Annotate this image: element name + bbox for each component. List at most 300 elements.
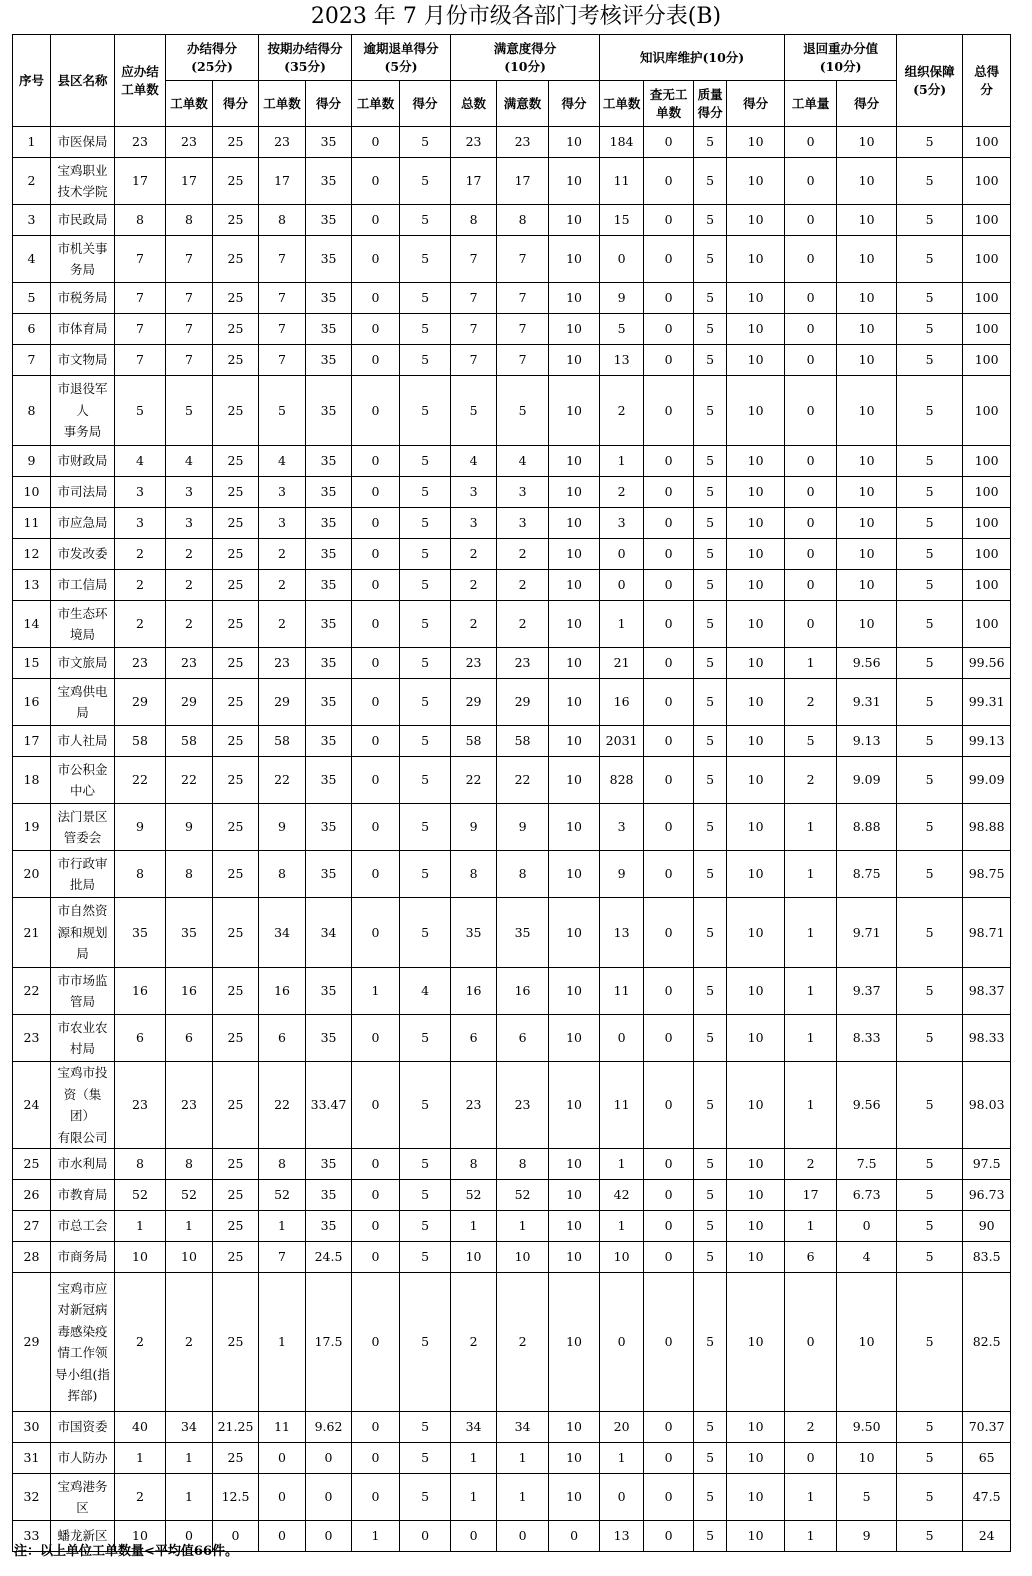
cell-name	[51, 601, 115, 648]
cell-kb-noresult: 0	[644, 283, 694, 314]
cell-sat-total: 23	[451, 127, 497, 158]
cell-overdue-score: 5	[400, 570, 451, 601]
cell-kb-score: 10	[727, 158, 785, 205]
cell-ontime-count: 7	[259, 314, 306, 345]
cell-completed-count: 17	[166, 158, 213, 205]
cell-total-score: 100	[963, 345, 1011, 376]
cell-kb-score: 10	[727, 314, 785, 345]
cell-completed-count: 16	[166, 968, 213, 1015]
cell-ontime-score: 0	[306, 1474, 352, 1521]
cell-ontime-count: 17	[259, 158, 306, 205]
cell-sat-total: 7	[451, 236, 497, 283]
cell-org-score: 5	[897, 477, 963, 508]
cell-kb-noresult: 0	[644, 1443, 694, 1474]
cell-name-line: 人	[76, 402, 89, 418]
table-row	[13, 539, 1011, 570]
cell-name	[51, 127, 115, 158]
cell-name-line: 法门景区	[57, 808, 108, 824]
cell-redo-score: 10	[837, 1273, 897, 1412]
cell-redo-score: 10	[837, 158, 897, 205]
cell-kb-quality: 5	[694, 1180, 727, 1211]
cell-overdue-score: 5	[400, 1443, 451, 1474]
cell-total-score: 99.13	[963, 726, 1011, 757]
cell-due: 17	[115, 158, 166, 205]
cell-sat-score: 10	[549, 1443, 600, 1474]
cell-name-line: 市发改委	[57, 546, 108, 562]
cell-redo-count: 0	[785, 539, 837, 570]
cell-kb-count: 1	[600, 446, 644, 477]
cell-sat-total: 3	[451, 508, 497, 539]
cell-index: 9	[13, 446, 51, 477]
cell-kb-count: 3	[600, 804, 644, 851]
cell-kb-count: 0	[600, 539, 644, 570]
cell-completed-score: 25	[213, 314, 259, 345]
cell-kb-score: 10	[727, 1443, 785, 1474]
cell-redo-score: 9.13	[837, 726, 897, 757]
cell-sat-score: 10	[549, 1149, 600, 1180]
cell-sat-satisfied: 17	[497, 158, 549, 205]
cell-completed-count: 35	[166, 898, 213, 968]
cell-kb-count: 11	[600, 1062, 644, 1149]
cell-kb-quality: 5	[694, 1521, 727, 1552]
cell-sat-total: 1	[451, 1443, 497, 1474]
cell-sat-score: 0	[549, 1521, 600, 1552]
cell-ontime-count: 52	[259, 1180, 306, 1211]
cell-name-line: 市生态环	[57, 605, 108, 621]
cell-name	[51, 726, 115, 757]
cell-completed-count: 8	[166, 1149, 213, 1180]
cell-index: 13	[13, 570, 51, 601]
cell-name	[51, 345, 115, 376]
cell-sat-score: 10	[549, 726, 600, 757]
cell-kb-count: 0	[600, 1015, 644, 1062]
cell-name-line: 中心	[69, 783, 95, 798]
cell-completed-count: 7	[166, 236, 213, 283]
cell-ontime-score: 24.5	[306, 1242, 352, 1273]
cell-kb-quality: 5	[694, 570, 727, 601]
cell-total-score: 98.88	[963, 804, 1011, 851]
cell-ontime-count: 22	[259, 1062, 306, 1149]
table-row	[13, 1149, 1011, 1180]
cell-redo-count: 0	[785, 314, 837, 345]
cell-redo-score: 9.31	[837, 679, 897, 726]
cell-index: 17	[13, 726, 51, 757]
cell-overdue-count: 0	[352, 1015, 400, 1062]
subheader-overdue-count: 工单数	[352, 81, 400, 127]
cell-overdue-score: 5	[400, 477, 451, 508]
cell-ontime-score: 35	[306, 127, 352, 158]
cell-redo-score: 10	[837, 477, 897, 508]
table-row	[13, 1412, 1011, 1443]
cell-sat-satisfied: 34	[497, 1412, 549, 1443]
cell-ontime-count: 6	[259, 1015, 306, 1062]
subheader-completed-score: 得分	[213, 81, 259, 127]
cell-name-line: 市水利局	[57, 1156, 108, 1172]
cell-sat-score: 10	[549, 1273, 600, 1412]
cell-overdue-count: 0	[352, 446, 400, 477]
cell-kb-count: 9	[600, 283, 644, 314]
cell-sat-total: 23	[451, 648, 497, 679]
cell-ontime-count: 7	[259, 236, 306, 283]
cell-name-line: 市行政审	[57, 855, 108, 871]
cell-completed-count: 23	[166, 1062, 213, 1149]
cell-completed-score: 25	[213, 1273, 259, 1412]
cell-kb-score: 10	[727, 804, 785, 851]
subheader-sat-total: 总数	[451, 81, 497, 127]
cell-redo-score: 7.5	[837, 1149, 897, 1180]
cell-ontime-count: 11	[259, 1412, 306, 1443]
cell-redo-count: 5	[785, 726, 837, 757]
table-row	[13, 570, 1011, 601]
cell-name	[51, 570, 115, 601]
cell-sat-total: 17	[451, 158, 497, 205]
cell-redo-count: 1	[785, 1062, 837, 1149]
cell-org-score: 5	[897, 345, 963, 376]
cell-org-score: 5	[897, 570, 963, 601]
cell-kb-score: 10	[727, 283, 785, 314]
cell-overdue-score: 5	[400, 376, 451, 446]
cell-name-line: 事务局	[63, 424, 102, 440]
cell-ontime-score: 35	[306, 236, 352, 283]
cell-name	[51, 283, 115, 314]
cell-kb-noresult: 0	[644, 1211, 694, 1242]
cell-completed-score: 25	[213, 679, 259, 726]
cell-redo-score: 9.56	[837, 1062, 897, 1149]
cell-kb-count: 42	[600, 1180, 644, 1211]
cell-completed-score: 25	[213, 1443, 259, 1474]
cell-redo-count: 0	[785, 158, 837, 205]
cell-completed-score: 25	[213, 446, 259, 477]
cell-completed-count: 5	[166, 376, 213, 446]
cell-sat-satisfied: 1	[497, 1211, 549, 1242]
cell-org-score: 5	[897, 376, 963, 446]
cell-name-line: 市医保局	[57, 134, 108, 150]
table-row	[13, 1062, 1011, 1149]
cell-name	[51, 804, 115, 851]
cell-index: 19	[13, 804, 51, 851]
cell-redo-count: 0	[785, 1443, 837, 1474]
table-row	[13, 648, 1011, 679]
cell-org-score: 5	[897, 679, 963, 726]
cell-ontime-count: 5	[259, 376, 306, 446]
cell-kb-score: 10	[727, 539, 785, 570]
subheader-kb-noresult: 查无工 单数	[644, 81, 694, 127]
cell-kb-quality: 5	[694, 1412, 727, 1443]
cell-kb-noresult: 0	[644, 205, 694, 236]
cell-name-line: 市体育局	[57, 321, 108, 337]
cell-sat-satisfied: 23	[497, 648, 549, 679]
cell-sat-satisfied: 23	[497, 127, 549, 158]
cell-overdue-count: 0	[352, 539, 400, 570]
header-group-satisfaction: 满意度得分 (10分)	[451, 35, 600, 81]
cell-ontime-score: 35	[306, 539, 352, 570]
cell-name	[51, 205, 115, 236]
cell-overdue-count: 0	[352, 726, 400, 757]
cell-overdue-count: 0	[352, 1242, 400, 1273]
cell-due: 9	[115, 804, 166, 851]
cell-due: 58	[115, 726, 166, 757]
cell-overdue-score: 5	[400, 1412, 451, 1443]
cell-sat-score: 10	[549, 648, 600, 679]
cell-sat-score: 10	[549, 570, 600, 601]
cell-sat-satisfied: 58	[497, 726, 549, 757]
cell-ontime-score: 35	[306, 757, 352, 804]
cell-sat-score: 10	[549, 158, 600, 205]
cell-sat-total: 2	[451, 570, 497, 601]
cell-org-score: 5	[897, 1180, 963, 1211]
cell-overdue-count: 0	[352, 345, 400, 376]
cell-redo-count: 0	[785, 376, 837, 446]
cell-overdue-count: 0	[352, 158, 400, 205]
cell-name-line: 市工信局	[57, 577, 108, 593]
cell-overdue-count: 0	[352, 1273, 400, 1412]
cell-redo-count: 0	[785, 283, 837, 314]
cell-completed-count: 2	[166, 1273, 213, 1412]
cell-ontime-count: 34	[259, 898, 306, 968]
cell-name-line: 情工作领	[57, 1345, 108, 1360]
cell-kb-quality: 5	[694, 477, 727, 508]
cell-completed-count: 2	[166, 539, 213, 570]
header-group-knowledge: 知识库维护(10分)	[600, 35, 785, 81]
cell-kb-count: 9	[600, 851, 644, 898]
cell-name	[51, 539, 115, 570]
cell-redo-count: 2	[785, 757, 837, 804]
cell-org-score: 5	[897, 508, 963, 539]
cell-redo-score: 5	[837, 1474, 897, 1521]
cell-sat-score: 10	[549, 1211, 600, 1242]
cell-overdue-count: 0	[352, 601, 400, 648]
cell-name-line: 市自然资	[57, 903, 108, 919]
cell-org-score: 5	[897, 1062, 963, 1149]
cell-index: 23	[13, 1015, 51, 1062]
cell-kb-noresult: 0	[644, 376, 694, 446]
cell-kb-count: 184	[600, 127, 644, 158]
cell-completed-score: 21.25	[213, 1412, 259, 1443]
cell-ontime-score: 0	[306, 1521, 352, 1552]
cell-due: 8	[115, 205, 166, 236]
cell-name-line: 市退役军	[57, 381, 108, 397]
cell-redo-score: 10	[837, 314, 897, 345]
cell-kb-noresult: 0	[644, 757, 694, 804]
cell-name	[51, 1412, 115, 1443]
cell-name	[51, 757, 115, 804]
cell-completed-count: 3	[166, 477, 213, 508]
table-row	[13, 1015, 1011, 1062]
cell-name-line: 管委会	[63, 830, 102, 845]
cell-sat-score: 10	[549, 757, 600, 804]
cell-completed-score: 25	[213, 570, 259, 601]
cell-redo-count: 0	[785, 570, 837, 601]
cell-overdue-count: 0	[352, 236, 400, 283]
cell-index: 20	[13, 851, 51, 898]
cell-completed-count: 1	[166, 1443, 213, 1474]
cell-redo-count: 0	[785, 127, 837, 158]
cell-due: 2	[115, 539, 166, 570]
cell-sat-score: 10	[549, 1015, 600, 1062]
cell-kb-noresult: 0	[644, 1273, 694, 1412]
cell-ontime-score: 35	[306, 477, 352, 508]
cell-org-score: 5	[897, 851, 963, 898]
cell-total-score: 99.09	[963, 757, 1011, 804]
cell-name-line: 村局	[69, 1041, 95, 1056]
cell-name-line: 市文旅局	[57, 655, 108, 671]
cell-overdue-score: 5	[400, 1149, 451, 1180]
cell-completed-score: 25	[213, 1015, 259, 1062]
cell-name-line: 市公积金	[57, 761, 108, 777]
cell-overdue-score: 5	[400, 1015, 451, 1062]
cell-sat-total: 9	[451, 804, 497, 851]
cell-kb-count: 0	[600, 1273, 644, 1412]
cell-overdue-score: 0	[400, 1521, 451, 1552]
cell-org-score: 5	[897, 1149, 963, 1180]
table-row	[13, 757, 1011, 804]
subheader-ontime-count: 工单数	[259, 81, 306, 127]
cell-sat-total: 23	[451, 1062, 497, 1149]
cell-completed-score: 12.5	[213, 1474, 259, 1521]
cell-org-score: 5	[897, 1211, 963, 1242]
cell-kb-score: 10	[727, 1211, 785, 1242]
cell-kb-quality: 5	[694, 1062, 727, 1149]
cell-kb-quality: 5	[694, 757, 727, 804]
header-group-redo: 退回重办分值 (10分)	[785, 35, 897, 81]
cell-redo-score: 8.75	[837, 851, 897, 898]
cell-completed-score: 25	[213, 1242, 259, 1273]
cell-sat-score: 10	[549, 477, 600, 508]
cell-completed-score: 25	[213, 804, 259, 851]
cell-index: 8	[13, 376, 51, 446]
cell-overdue-count: 0	[352, 851, 400, 898]
table-row	[13, 851, 1011, 898]
cell-kb-count: 1	[600, 601, 644, 648]
cell-org-score: 5	[897, 127, 963, 158]
cell-name	[51, 1062, 115, 1149]
cell-total-score: 98.33	[963, 1015, 1011, 1062]
cell-kb-quality: 5	[694, 283, 727, 314]
cell-index: 32	[13, 1474, 51, 1521]
cell-ontime-score: 34	[306, 898, 352, 968]
cell-name-line: 局	[76, 705, 89, 720]
cell-index: 16	[13, 679, 51, 726]
cell-completed-count: 22	[166, 757, 213, 804]
cell-redo-count: 1	[785, 1015, 837, 1062]
cell-overdue-score: 5	[400, 283, 451, 314]
cell-name-line: 市应急局	[57, 515, 108, 531]
cell-name	[51, 1242, 115, 1273]
cell-kb-quality: 5	[694, 804, 727, 851]
cell-due: 23	[115, 648, 166, 679]
cell-total-score: 90	[963, 1211, 1011, 1242]
cell-redo-count: 0	[785, 1273, 837, 1412]
cell-kb-score: 10	[727, 570, 785, 601]
cell-completed-score: 25	[213, 376, 259, 446]
cell-sat-total: 16	[451, 968, 497, 1015]
cell-name-line: 市人防办	[57, 1450, 108, 1466]
cell-ontime-count: 0	[259, 1443, 306, 1474]
subheader-sat-score: 得分	[549, 81, 600, 127]
cell-name	[51, 851, 115, 898]
cell-org-score: 5	[897, 804, 963, 851]
cell-ontime-score: 35	[306, 570, 352, 601]
cell-kb-noresult: 0	[644, 648, 694, 679]
cell-kb-noresult: 0	[644, 508, 694, 539]
cell-org-score: 5	[897, 968, 963, 1015]
cell-ontime-score: 35	[306, 1149, 352, 1180]
cell-name	[51, 679, 115, 726]
cell-name-line: 宝鸡市应	[57, 1280, 108, 1296]
cell-overdue-count: 1	[352, 1521, 400, 1552]
cell-sat-total: 10	[451, 1242, 497, 1273]
cell-completed-count: 29	[166, 679, 213, 726]
cell-completed-score: 25	[213, 648, 259, 679]
cell-redo-score: 10	[837, 539, 897, 570]
cell-name	[51, 1180, 115, 1211]
cell-name-line: 市机关事	[57, 240, 108, 256]
cell-completed-count: 4	[166, 446, 213, 477]
cell-due: 52	[115, 1180, 166, 1211]
cell-ontime-count: 9	[259, 804, 306, 851]
cell-kb-count: 3	[600, 508, 644, 539]
cell-kb-quality: 5	[694, 539, 727, 570]
cell-kb-count: 1	[600, 1443, 644, 1474]
cell-overdue-score: 5	[400, 757, 451, 804]
cell-ontime-count: 58	[259, 726, 306, 757]
cell-ontime-count: 7	[259, 283, 306, 314]
cell-due: 8	[115, 1149, 166, 1180]
cell-kb-score: 10	[727, 1273, 785, 1412]
cell-ontime-score: 17.5	[306, 1273, 352, 1412]
cell-sat-satisfied: 2	[497, 539, 549, 570]
cell-ontime-count: 7	[259, 1242, 306, 1273]
cell-kb-quality: 5	[694, 968, 727, 1015]
cell-overdue-count: 0	[352, 1443, 400, 1474]
cell-kb-noresult: 0	[644, 127, 694, 158]
subheader-kb-count: 工单数	[600, 81, 644, 127]
cell-completed-score: 25	[213, 1062, 259, 1149]
cell-kb-count: 2	[600, 376, 644, 446]
cell-completed-count: 8	[166, 851, 213, 898]
cell-due: 23	[115, 1062, 166, 1149]
cell-ontime-score: 35	[306, 648, 352, 679]
cell-completed-count: 1	[166, 1211, 213, 1242]
cell-redo-count: 0	[785, 345, 837, 376]
cell-overdue-count: 0	[352, 1149, 400, 1180]
cell-org-score: 5	[897, 1474, 963, 1521]
cell-index: 33	[13, 1521, 51, 1552]
cell-name-line: 有限公司	[57, 1129, 108, 1145]
cell-total-score: 96.73	[963, 1180, 1011, 1211]
cell-kb-noresult: 0	[644, 804, 694, 851]
cell-kb-count: 16	[600, 679, 644, 726]
cell-kb-quality: 5	[694, 726, 727, 757]
cell-sat-score: 10	[549, 1412, 600, 1443]
cell-kb-score: 10	[727, 851, 785, 898]
cell-sat-satisfied: 0	[497, 1521, 549, 1552]
cell-sat-score: 10	[549, 679, 600, 726]
table-row	[13, 1180, 1011, 1211]
cell-redo-score: 10	[837, 345, 897, 376]
cell-redo-score: 9.56	[837, 648, 897, 679]
cell-ontime-score: 35	[306, 804, 352, 851]
cell-ontime-score: 0	[306, 1443, 352, 1474]
cell-org-score: 5	[897, 205, 963, 236]
cell-index: 4	[13, 236, 51, 283]
cell-kb-score: 10	[727, 477, 785, 508]
cell-redo-score: 10	[837, 570, 897, 601]
cell-kb-noresult: 0	[644, 898, 694, 968]
cell-redo-count: 2	[785, 1412, 837, 1443]
cell-total-score: 97.5	[963, 1149, 1011, 1180]
cell-overdue-score: 5	[400, 1242, 451, 1273]
